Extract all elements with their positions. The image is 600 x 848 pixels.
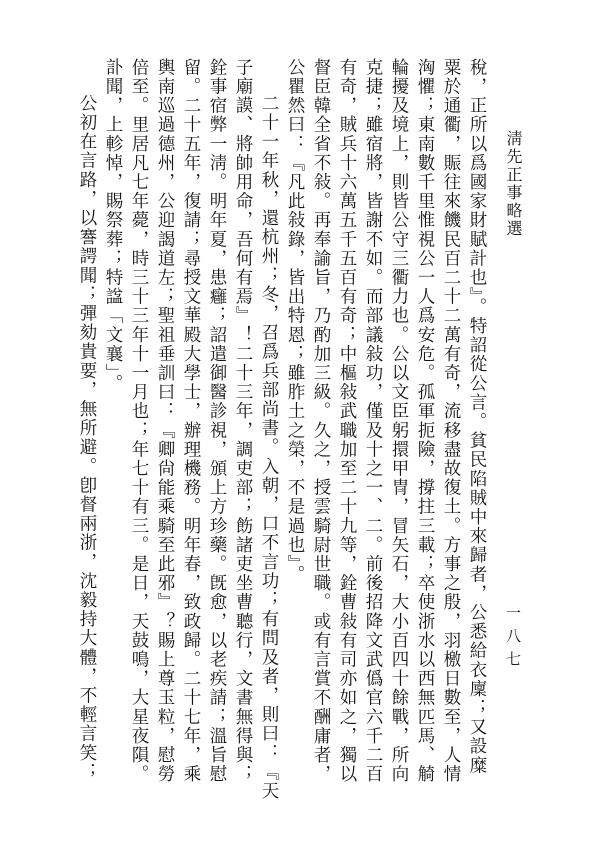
text-column: 督臣韓全省不敍。再奉諭旨，乃酌加三級。久之，授雲騎尉世職。或有言賞不酬庸者， [311,58,331,784]
text-column: 輿南巡過德州，公迎謁道左；聖祖垂訓曰：『卿尙能乘騎至此邪』？賜上尊玉粒，慰勞 [155,58,175,784]
text-column-paragraph-start: 二十一年秋，還杭州；冬，召爲兵部尚書。入朝，口不言功；有問及者，則曰：『天 [259,94,279,801]
text-column: 子廟謨、將帥用命，吾何有焉』！二十三年，調吏部；飭諸吏坐曹聽行，文書無得與； [233,58,253,784]
page-number: 一八七 [504,605,522,674]
text-column: 稅，正所以爲國家財賦計也』。特詔從公言。貧民陷賊中來歸者，公悉給衣廩；又設糜 [467,58,487,776]
text-column: 輪擾及境上，則皆公守三衢力也。公以文臣躬擐甲冑，冒矢石，大小百四十餘戰，所向 [389,58,409,784]
text-column: 洶懼；東南數千里惟視公一人爲安危。孤軍扼險，撐拄三載；卒使浙水以西無匹馬、觭 [415,58,435,784]
text-column-paragraph-start: 公初在言路，以謇諤聞；彈劾貴要，無所避。卽督兩浙，沈毅持大體，不輕言笑； [77,94,97,782]
body-text [74,58,490,820]
text-column: 倍至。里居凡七年薨，時三十三年十一月也；年七十有三。是日，天鼓鳴，大星夜隕。 [129,58,149,784]
running-head: 淸先正事略選 [504,130,523,238]
text-column: 留。二十五年，復請；尋授文華殿大學士，辦理機務。明年春，致政歸。二十七年，乘 [181,58,201,784]
text-column: 訃聞，上軫悼，賜祭葬；特諡「文襄」。 [103,58,123,394]
text-column: 銓事宿弊一淸。明年夏，患癰；詔遣御醫診視，頒上方珍藥。旣愈，以老疾請；溫旨慰 [207,58,227,784]
text-column: 有奇，賊兵十六萬五千五百有奇；中樞敍武職加至二十九等，銓曹敍有司亦如之，獨以 [337,58,357,784]
text-column: 粟於通衢，賑往來饑民百二十二萬有奇，流移盡故復土。方事之殷，羽檄日數至，人情 [441,58,461,784]
text-column: 克捷；雖宿將，皆謝不如。而部議敍功，僅及十之一、二。前後招降文武僞官六千二百 [363,58,383,784]
text-column: 公瞿然曰：『凡此敍錄，皆出特恩；雖胙土之榮，不是過也』。 [285,58,305,585]
